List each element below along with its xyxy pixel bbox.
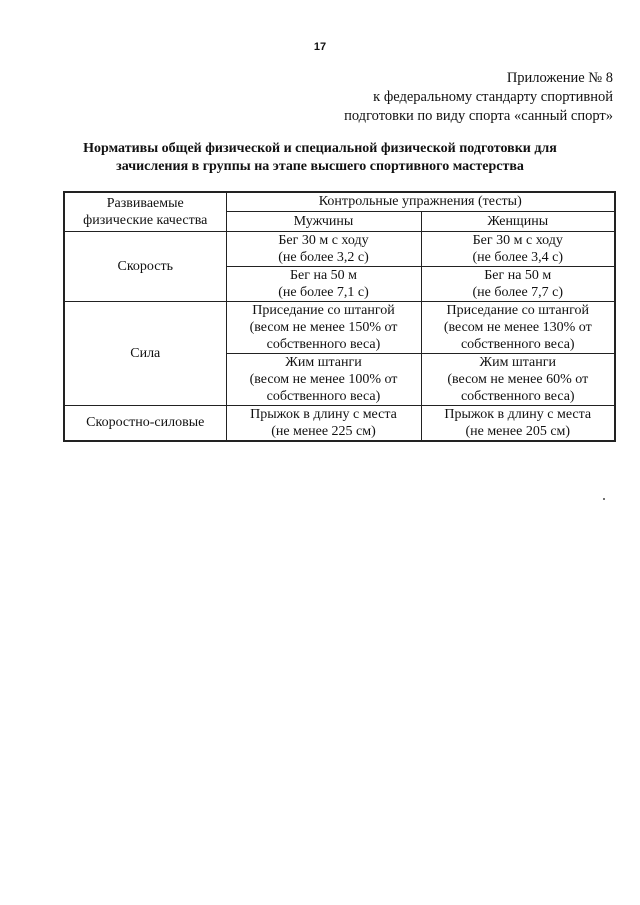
cell-strength-women-2	[421, 353, 615, 405]
table-header-row	[64, 192, 615, 211]
quality-strength-cell: Сила	[64, 301, 226, 405]
cell-speed-women-2	[421, 266, 615, 301]
appendix-number: Приложение № 8	[506, 70, 613, 86]
header-tests-cell: Контрольные упражнения (тесты)	[226, 192, 615, 211]
cell-power-women-1	[421, 405, 615, 441]
quality-speed-cell: Скорость	[64, 231, 226, 301]
scan-artifact-dot	[603, 498, 605, 500]
cell-speed-men-1	[226, 231, 421, 266]
cell-text-line: (не более 3,2 с)	[278, 249, 369, 265]
cell-text-line: (весом не менее 130% от	[443, 319, 592, 335]
cell-text-line: (не более 7,7 с)	[472, 284, 564, 300]
cell-text-line: собственного веса)	[266, 336, 381, 352]
header-qualities-line-1: Развиваемые	[106, 195, 184, 211]
table-row	[64, 405, 615, 441]
cell-text-line: Жим штанги	[479, 354, 556, 370]
cell-text-line: (весом не менее 100% от	[249, 371, 398, 387]
cell-speed-women-1	[421, 231, 615, 266]
cell-text-line: (не менее 225 см)	[271, 423, 376, 439]
document-title	[40, 140, 600, 176]
appendix-block	[344, 69, 613, 126]
header-qualities-line-2: физические качества	[83, 212, 208, 228]
header-women-cell: Женщины	[421, 211, 615, 231]
cell-text-line: (весом не менее 150% от	[249, 319, 398, 335]
cell-text-line: собственного веса)	[266, 388, 381, 404]
norms-table	[63, 191, 616, 442]
cell-power-men-1	[226, 405, 421, 441]
quality-power-cell: Скоростно-силовые	[64, 405, 226, 441]
document-title-line-2: зачисления в группы на этапе высшего спортивного мастерства	[116, 159, 524, 174]
cell-strength-women-1	[421, 301, 615, 353]
table-row	[64, 301, 615, 353]
cell-text-line: (весом не менее 60% от	[447, 371, 589, 387]
cell-text-line: Бег на 50 м	[289, 267, 358, 283]
page-number: 17	[313, 41, 327, 53]
appendix-line-standard: к федеральному стандарту спортивной	[373, 89, 613, 105]
cell-strength-men-2	[226, 353, 421, 405]
cell-text-line: (не менее 205 см)	[465, 423, 571, 439]
cell-text-line: (не более 7,1 с)	[278, 284, 369, 300]
cell-speed-men-2	[226, 266, 421, 301]
cell-text-line: Бег 30 м с ходу	[278, 232, 369, 248]
header-qualities-cell	[64, 192, 226, 231]
table-row	[64, 231, 615, 266]
header-men-cell: Мужчины	[226, 211, 421, 231]
cell-text-line: Бег 30 м с ходу	[472, 232, 563, 248]
cell-text-line: Приседание со штангой	[446, 302, 589, 318]
cell-text-line: (не более 3,4 с)	[472, 249, 564, 265]
cell-text-line: Приседание со штангой	[252, 302, 395, 318]
cell-text-line: собственного веса)	[460, 388, 575, 404]
cell-text-line: Прыжок в длину с места	[250, 406, 397, 422]
document-title-line-1: Нормативы общей физической и специальной физической подготовки для	[83, 141, 557, 156]
cell-strength-men-1	[226, 301, 421, 353]
cell-text-line: Прыжок в длину с места	[444, 406, 592, 422]
cell-text-line: Жим штанги	[285, 354, 362, 370]
appendix-line-sport: подготовки по виду спорта «санный спорт»	[344, 108, 613, 124]
cell-text-line: Бег на 50 м	[484, 267, 552, 283]
cell-text-line: собственного веса)	[460, 336, 575, 352]
